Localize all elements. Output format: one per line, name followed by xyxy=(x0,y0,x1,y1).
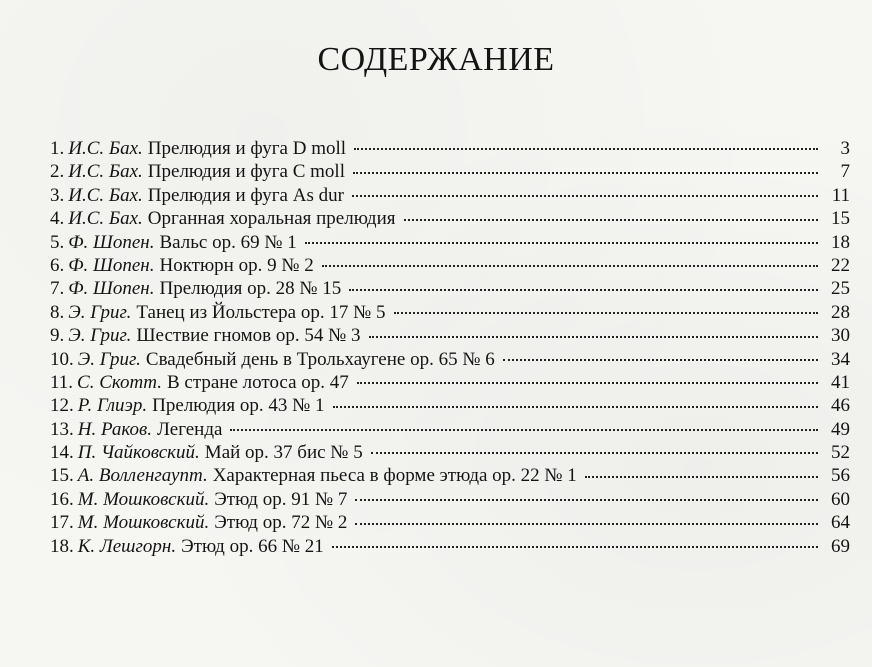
entry-number: 8. xyxy=(50,301,65,323)
entry-number: 1. xyxy=(50,138,65,159)
toc-entry xyxy=(50,207,850,230)
entry-number: 6. xyxy=(50,254,65,276)
toc-entry xyxy=(50,418,850,441)
entry-author: М. Мошковский. xyxy=(77,512,210,534)
entry-number: 9. xyxy=(50,325,65,347)
entry-title: Ноктюрн ор. 9 № 2 xyxy=(159,254,314,276)
toc-entry xyxy=(50,348,850,371)
entry-title: Органная хоральная прелюдия xyxy=(147,208,396,230)
dot-leader xyxy=(305,242,818,244)
dot-leader xyxy=(353,172,818,174)
entry-page-number: 25 xyxy=(831,278,850,300)
entry-number: 14. xyxy=(50,442,74,464)
entry-author: И.С. Бах. xyxy=(68,208,143,230)
dot-leader xyxy=(355,523,818,525)
entry-author: П. Чайковский. xyxy=(77,442,200,464)
entry-title: В стране лотоса ор. 47 xyxy=(166,371,349,393)
entry-author: И.С. Бах. xyxy=(68,138,143,159)
entry-page-number: 11 xyxy=(831,184,850,206)
dot-leader xyxy=(230,429,818,431)
entry-page-number: 34 xyxy=(831,348,850,370)
toc-entry xyxy=(50,371,850,394)
entry-title: Этюд ор. 91 № 7 xyxy=(214,488,348,510)
dot-leader xyxy=(354,148,818,150)
entry-title: Прелюдия ор. 28 № 15 xyxy=(159,278,342,300)
entry-number: 13. xyxy=(50,418,74,440)
dot-leader xyxy=(322,265,818,267)
entry-author: С. Скотт. xyxy=(77,371,162,393)
page-title: СОДЕРЖАНИЕ xyxy=(317,41,555,78)
toc-entry xyxy=(50,511,850,534)
entry-title: Прелюдия и фуга C moll xyxy=(147,161,345,183)
dot-leader xyxy=(404,219,818,221)
entry-number: 3. xyxy=(50,184,65,206)
entry-page-number: 22 xyxy=(831,254,850,276)
entry-author: А. Волленгаупт. xyxy=(77,465,208,487)
dot-leader xyxy=(394,312,819,314)
entry-title: Свадебный день в Трольхаугене ор. 65 № 6 xyxy=(145,348,495,370)
entry-number: 4. xyxy=(50,208,65,230)
entry-author: Э. Григ. xyxy=(77,348,141,370)
toc-entry xyxy=(50,301,850,324)
entry-number: 18. xyxy=(50,535,74,557)
entry-number: 10. xyxy=(50,348,74,370)
entry-title: Май ор. 37 бис № 5 xyxy=(204,442,363,464)
entry-number: 12. xyxy=(50,395,74,417)
dot-leader xyxy=(503,359,818,361)
entry-page-number: 49 xyxy=(831,418,850,440)
entry-title: Характерная пьеса в форме этюда ор. 22 № 1 xyxy=(212,465,577,487)
entry-page-number: 60 xyxy=(831,488,850,510)
entry-page-number: 3 xyxy=(840,138,850,159)
toc-entry xyxy=(50,464,850,487)
entry-title: Вальс ор. 69 № 1 xyxy=(159,231,297,253)
entry-title: Танец из Йольстера ор. 17 № 5 xyxy=(136,301,386,323)
entry-page-number: 28 xyxy=(831,301,850,323)
toc-entry xyxy=(50,137,850,160)
entry-author: Ф. Шопен. xyxy=(68,254,155,276)
entry-author: Н. Раков. xyxy=(77,418,153,440)
toc-entry xyxy=(50,160,850,183)
dot-leader xyxy=(357,382,818,384)
entry-author: Э. Григ. xyxy=(68,301,132,323)
entry-number: 2. xyxy=(50,161,65,183)
entry-number: 16. xyxy=(50,488,74,510)
entry-title: Этюд ор. 66 № 21 xyxy=(181,535,324,557)
entry-number: 17. xyxy=(50,512,74,534)
entry-number: 5. xyxy=(50,231,65,253)
toc-entry xyxy=(50,488,850,511)
entry-number: 11. xyxy=(50,371,74,393)
entry-number: 15. xyxy=(50,465,74,487)
entry-page-number: 7 xyxy=(840,161,850,183)
entry-author: И.С. Бах. xyxy=(68,184,143,206)
toc-entry xyxy=(50,184,850,207)
entry-title: Прелюдия и фуга As dur xyxy=(147,184,344,206)
entry-page-number: 46 xyxy=(831,395,850,417)
dot-leader xyxy=(355,499,818,501)
dot-leader xyxy=(333,406,819,408)
toc-entry xyxy=(50,254,850,277)
entry-author: М. Мошковский. xyxy=(77,488,210,510)
entry-title: Прелюдия ор. 43 № 1 xyxy=(152,395,325,417)
entry-page-number: 18 xyxy=(831,231,850,253)
dot-leader xyxy=(369,336,819,338)
entry-page-number: 69 xyxy=(831,535,850,557)
entry-title: Прелюдия и фуга D moll xyxy=(147,138,347,159)
dot-leader xyxy=(349,289,818,291)
entry-page-number: 30 xyxy=(831,325,850,347)
entry-author: Э. Григ. xyxy=(68,325,132,347)
toc-entry xyxy=(50,535,850,558)
entry-title: Легенда xyxy=(157,418,223,440)
dot-leader xyxy=(332,546,818,548)
toc-entry xyxy=(50,324,850,347)
toc-entry xyxy=(50,394,850,417)
toc-entry xyxy=(50,441,850,464)
entry-author: Ф. Шопен. xyxy=(68,278,155,300)
toc-entry xyxy=(50,231,850,254)
entry-author: И.С. Бах. xyxy=(68,161,143,183)
entry-title: Этюд ор. 72 № 2 xyxy=(214,512,348,534)
entry-author: Р. Глиэр. xyxy=(77,395,148,417)
dot-leader xyxy=(352,195,818,197)
entry-page-number: 52 xyxy=(831,442,850,464)
entry-page-number: 15 xyxy=(831,208,850,230)
entry-author: К. Лешгорн. xyxy=(77,535,177,557)
entry-page-number: 56 xyxy=(831,465,850,487)
table-of-contents xyxy=(50,137,850,558)
entry-author: Ф. Шопен. xyxy=(68,231,155,253)
toc-entry xyxy=(50,277,850,300)
dot-leader xyxy=(585,476,818,478)
entry-page-number: 64 xyxy=(831,512,850,534)
entry-page-number: 41 xyxy=(831,371,850,393)
entry-title: Шествие гномов ор. 54 № 3 xyxy=(136,325,361,347)
dot-leader xyxy=(371,452,818,454)
entry-number: 7. xyxy=(50,278,65,300)
